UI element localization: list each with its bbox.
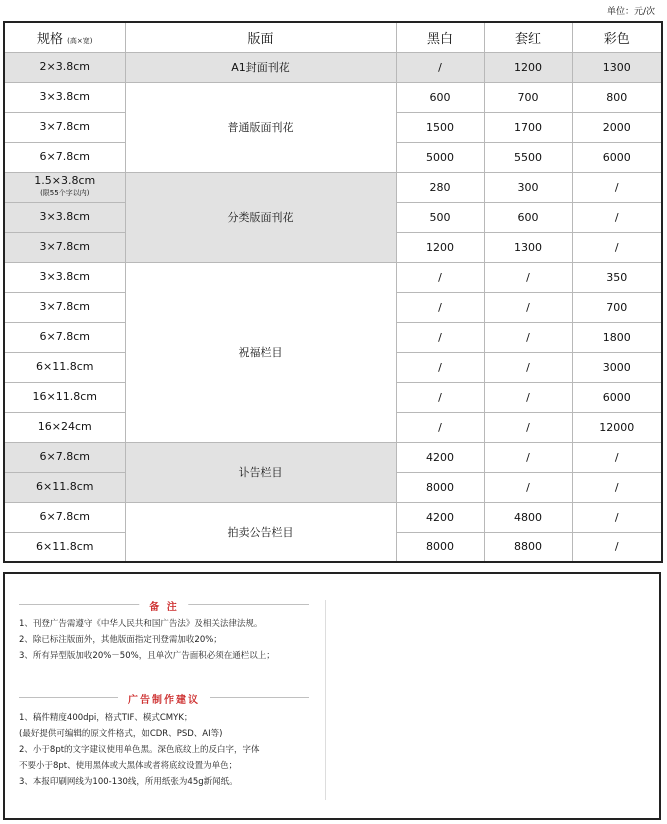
red-cell: 8800 [484, 532, 572, 562]
bw-cell: 4200 [396, 442, 484, 472]
rate-table [3, 21, 663, 563]
red-cell: 600 [484, 202, 572, 232]
spec-cell: 3×3.8cm [4, 262, 125, 292]
color-cell: / [572, 532, 662, 562]
red-cell: / [484, 262, 572, 292]
red-cell: 1200 [484, 52, 572, 82]
red-cell: / [484, 412, 572, 442]
table-row [4, 82, 662, 112]
production-line: 2、小于8pt的文字建议使用单色黑。深色底纹上的反白字，字体 [19, 745, 260, 755]
color-cell: / [572, 472, 662, 502]
spec-cell: 3×7.8cm [4, 292, 125, 322]
red-cell: 700 [484, 82, 572, 112]
header-bw: 黑白 [396, 22, 484, 52]
bw-cell: / [396, 352, 484, 382]
production-line: (最好提供可编辑的原文件格式，如CDR、PSD、AI等) [19, 729, 223, 739]
spec-cell: 6×7.8cm [4, 142, 125, 172]
note-line: 1、刊登广告需遵守《中华人民共和国广告法》及相关法律法规。 [19, 619, 263, 629]
bw-cell: 8000 [396, 532, 484, 562]
color-cell: / [572, 172, 662, 202]
unit-label: 单位：元/次 [606, 7, 655, 17]
header-red: 套红 [484, 22, 572, 52]
category-regular: 普通版面刊花 [125, 82, 396, 172]
red-cell: / [484, 472, 572, 502]
category-cover: A1封面刊花 [125, 52, 396, 82]
red-cell: / [484, 292, 572, 322]
header-color: 彩色 [572, 22, 662, 52]
table-row [4, 442, 662, 472]
red-cell: 300 [484, 172, 572, 202]
spec-cell: 2×3.8cm [4, 52, 125, 82]
production-title: 广告制作建议 [118, 691, 210, 706]
bw-cell: 1500 [396, 112, 484, 142]
header-spec: 规格 (高×宽) [4, 22, 125, 52]
bw-cell: 600 [396, 82, 484, 112]
bw-cell: 280 [396, 172, 484, 202]
spec-cell: 1.5×3.8cm (限55个字以内) [4, 172, 125, 202]
spec-cell: 6×7.8cm [4, 502, 125, 532]
bw-cell: / [396, 322, 484, 352]
table-row [4, 172, 662, 202]
spec-cell: 3×3.8cm [4, 202, 125, 232]
vertical-divider [325, 600, 326, 800]
color-cell: 700 [572, 292, 662, 322]
bw-cell: / [396, 292, 484, 322]
spec-cell: 6×7.8cm [4, 322, 125, 352]
spec-cell: 6×11.8cm [4, 352, 125, 382]
red-cell: / [484, 322, 572, 352]
table-row [4, 52, 662, 82]
category-blessing: 祝福栏目 [125, 262, 396, 442]
color-cell: 12000 [572, 412, 662, 442]
spec-cell: 3×3.8cm [4, 82, 125, 112]
production-line: 1、稿件精度400dpi，格式TIF、模式CMYK； [19, 713, 193, 723]
color-cell: 6000 [572, 142, 662, 172]
red-cell: / [484, 382, 572, 412]
spec-cell: 16×11.8cm [4, 382, 125, 412]
note-line: 3、所有异型版加收20%－50%，且单次广告面积必须在通栏以上； [19, 651, 275, 661]
bw-cell: 1200 [396, 232, 484, 262]
category-auction: 拍卖公告栏目 [125, 502, 396, 562]
bw-cell: 4200 [396, 502, 484, 532]
color-cell: / [572, 502, 662, 532]
bw-cell: 500 [396, 202, 484, 232]
red-cell: 1300 [484, 232, 572, 262]
table-row [4, 262, 662, 292]
spec-cell: 3×7.8cm [4, 232, 125, 262]
spec-cell: 6×11.8cm [4, 472, 125, 502]
color-cell: / [572, 442, 662, 472]
color-cell: 2000 [572, 112, 662, 142]
category-obituary: 讣告栏目 [125, 442, 396, 502]
bw-cell: 5000 [396, 142, 484, 172]
color-cell: 1800 [572, 322, 662, 352]
color-cell: 3000 [572, 352, 662, 382]
notes-title: 备 注 [139, 598, 188, 613]
red-cell: / [484, 352, 572, 382]
color-cell: 350 [572, 262, 662, 292]
bw-cell: / [396, 262, 484, 292]
production-line: 3、本报印刷网线为100-130线，所用纸张为45g新闻纸。 [19, 777, 238, 787]
bw-cell: / [396, 412, 484, 442]
spec-cell: 6×11.8cm [4, 532, 125, 562]
header-layout: 版面 [125, 22, 396, 52]
note-line: 2、除已标注版面外，其他版面指定刊登需加收20%； [19, 635, 222, 645]
production-title-bar [19, 691, 309, 706]
category-classified: 分类版面刊花 [125, 172, 396, 262]
spec-cell: 6×7.8cm [4, 442, 125, 472]
red-cell: 1700 [484, 112, 572, 142]
bw-cell: / [396, 52, 484, 82]
production-list [19, 710, 260, 790]
table-header-row [4, 22, 662, 52]
notes-panel [3, 572, 661, 820]
color-cell: / [572, 232, 662, 262]
red-cell: 4800 [484, 502, 572, 532]
color-cell: 6000 [572, 382, 662, 412]
red-cell: 5500 [484, 142, 572, 172]
bw-cell: / [396, 382, 484, 412]
spec-cell: 3×7.8cm [4, 112, 125, 142]
notes-list [19, 616, 275, 664]
bw-cell: 8000 [396, 472, 484, 502]
table-row [4, 502, 662, 532]
production-line: 不要小于8pt、使用黑体或大黑体或者将底纹设置为单色； [19, 761, 238, 771]
color-cell: / [572, 202, 662, 232]
spec-cell: 16×24cm [4, 412, 125, 442]
notes-title-bar [19, 598, 309, 613]
red-cell: / [484, 442, 572, 472]
color-cell: 800 [572, 82, 662, 112]
color-cell: 1300 [572, 52, 662, 82]
